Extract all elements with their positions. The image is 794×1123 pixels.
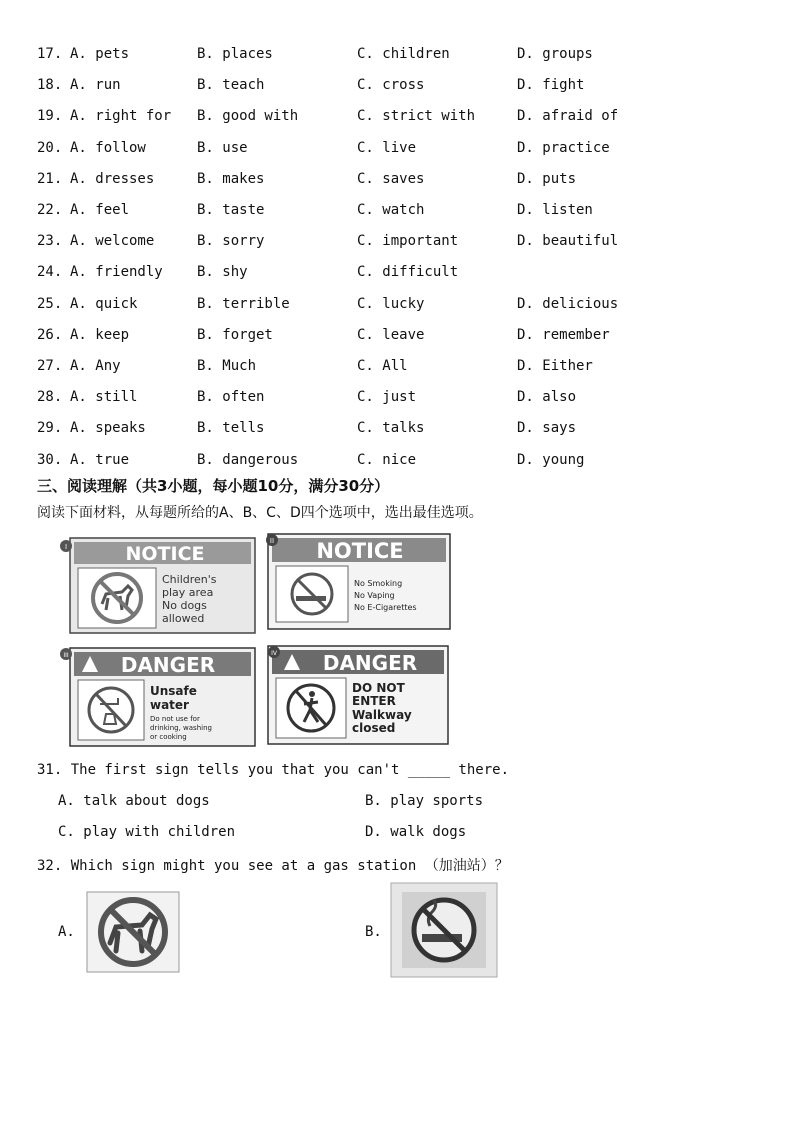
option-c[interactable]: C. cross	[357, 77, 425, 94]
q31-option-b[interactable]: B. play sports	[365, 793, 484, 809]
option-c[interactable]: C. leave	[357, 326, 425, 343]
option-d[interactable]: D. says	[517, 420, 577, 437]
question-number: 19.	[37, 108, 63, 125]
signs-illustration	[60, 532, 460, 752]
question-number: 22.	[37, 202, 63, 218]
sign-2	[266, 534, 450, 629]
option-a[interactable]: A. welcome	[70, 233, 155, 250]
question-32: 32. Which sign might you see at a gas station （加油站）？	[37, 858, 509, 874]
option-a[interactable]: A. keep	[70, 326, 130, 343]
question-number: 29.	[37, 420, 63, 437]
option-a[interactable]: A. quick	[70, 295, 138, 312]
option-c[interactable]: C. just	[357, 389, 417, 406]
option-d[interactable]: D. beautiful	[517, 233, 619, 250]
question-lead	[37, 325, 62, 345]
no-dogs-icon[interactable]	[86, 891, 180, 973]
svg-text:No dogs: No dogs	[162, 599, 207, 612]
svg-text:Unsafe: Unsafe	[150, 684, 197, 698]
section-heading: 三、阅读理解（共3小题，每小题10分，满分30分）	[37, 477, 390, 495]
option-d[interactable]: D. delicious	[517, 295, 619, 312]
option-b[interactable]: B. taste	[197, 202, 265, 218]
option-a[interactable]: A. pets	[70, 46, 130, 62]
svg-text:No E-Cigarettes: No E-Cigarettes	[354, 603, 417, 612]
option-b[interactable]: B. often	[197, 389, 265, 406]
option-c[interactable]: C. watch	[357, 202, 425, 218]
option-b[interactable]: B. places	[197, 46, 273, 62]
option-a[interactable]: A. Any	[70, 358, 121, 374]
svg-text:Walkway: Walkway	[352, 708, 412, 722]
option-b[interactable]: B. forget	[197, 326, 273, 343]
question-number: 28.	[37, 389, 63, 406]
svg-text:allowed: allowed	[162, 612, 205, 625]
option-c[interactable]: C. important	[357, 233, 459, 250]
option-d[interactable]: D. fight	[517, 77, 585, 94]
question-number: 30.	[37, 451, 63, 468]
option-b[interactable]: B. sorry	[197, 233, 265, 250]
sign-4-badge: IV	[271, 650, 277, 657]
svg-text:drinking, washing: drinking, washing	[150, 724, 212, 732]
question-lead	[37, 200, 62, 220]
option-a[interactable]: A. follow	[70, 139, 146, 156]
q31-option-d[interactable]: D. walk dogs	[365, 824, 467, 840]
option-d[interactable]: D. practice	[517, 139, 610, 156]
option-b[interactable]: B. dangerous	[197, 451, 299, 468]
question-lead	[37, 138, 62, 158]
option-d[interactable]: D. also	[517, 389, 577, 406]
question-lead	[37, 450, 62, 470]
sign-1-badge: I	[64, 543, 68, 551]
question-lead	[37, 169, 62, 189]
option-b[interactable]: B. good with	[197, 108, 299, 125]
question-lead	[37, 44, 62, 64]
question-lead	[37, 262, 62, 282]
question-lead	[37, 106, 62, 126]
option-c[interactable]: C. talks	[357, 420, 425, 437]
svg-text:water: water	[150, 698, 189, 712]
option-a[interactable]: A. feel	[70, 202, 130, 218]
q32-option-a-label[interactable]: A.	[58, 924, 75, 940]
sign-1	[60, 538, 255, 633]
option-a[interactable]: A. right for	[70, 108, 172, 125]
option-c[interactable]: C. nice	[357, 451, 417, 468]
sign-3-badge: III	[63, 652, 69, 659]
question-lead	[37, 294, 62, 314]
question-number: 27.	[37, 358, 63, 374]
question-lead	[37, 75, 62, 95]
option-a[interactable]: A. run	[70, 77, 121, 94]
option-b[interactable]: B. makes	[197, 170, 265, 187]
option-c[interactable]: C. live	[357, 139, 417, 156]
option-c[interactable]: C. All	[357, 358, 408, 374]
option-b[interactable]: B. Much	[197, 358, 257, 374]
question-number: 18.	[37, 77, 63, 94]
option-b[interactable]: B. shy	[197, 264, 248, 281]
question-31: 31. The first sign tells you that you can't _____ there.	[37, 762, 510, 778]
option-a[interactable]: A. still	[70, 389, 138, 406]
option-d[interactable]: D. remember	[517, 326, 610, 343]
option-d[interactable]: D. puts	[517, 170, 577, 187]
svg-text:Do not use for: Do not use for	[150, 715, 200, 723]
svg-text:DO NOT: DO NOT	[352, 681, 405, 695]
question-lead	[37, 231, 62, 251]
q31-option-c[interactable]: C. play with children	[58, 824, 236, 840]
svg-text:or cooking: or cooking	[150, 733, 187, 741]
option-a[interactable]: A. dresses	[70, 170, 155, 187]
svg-text:Children's: Children's	[162, 573, 217, 586]
option-c[interactable]: C. difficult	[357, 264, 459, 281]
question-number: 24.	[37, 264, 63, 281]
svg-text:No Vaping: No Vaping	[354, 591, 395, 600]
option-b[interactable]: B. terrible	[197, 295, 290, 312]
option-a[interactable]: A. true	[70, 451, 130, 468]
q31-option-a[interactable]: A. talk about dogs	[58, 793, 210, 809]
svg-text:No Smoking: No Smoking	[354, 579, 403, 588]
option-d[interactable]: D. groups	[517, 46, 593, 62]
question-lead	[37, 418, 62, 438]
option-b[interactable]: B. teach	[197, 77, 265, 94]
section-instruction: 阅读下面材料，从每题所给的A、B、C、D四个选项中，选出最佳选项。	[37, 505, 483, 521]
option-b[interactable]: B. tells	[197, 420, 265, 437]
option-c[interactable]: C. strict with	[357, 108, 476, 125]
question-number: 20.	[37, 139, 63, 156]
sign-1-title: NOTICE	[125, 543, 205, 565]
option-d[interactable]: D. Either	[517, 358, 593, 374]
sign-2-title: NOTICE	[316, 539, 404, 563]
option-a[interactable]: A. friendly	[70, 264, 163, 281]
sign-4-title: DANGER	[322, 651, 418, 675]
no-smoking-icon[interactable]	[390, 882, 498, 978]
question-lead	[37, 356, 62, 376]
svg-text:ENTER: ENTER	[352, 694, 396, 708]
option-c[interactable]: C. saves	[357, 170, 425, 187]
question-number: 21.	[37, 170, 63, 187]
option-d[interactable]: D. listen	[517, 202, 593, 218]
svg-text:closed: closed	[352, 721, 396, 735]
sign-4	[268, 646, 448, 744]
option-d[interactable]: D. afraid of	[517, 108, 619, 125]
sign-3	[60, 648, 255, 746]
option-a[interactable]: A. speaks	[70, 420, 146, 437]
option-c[interactable]: C. children	[357, 46, 450, 62]
option-b[interactable]: B. use	[197, 139, 248, 156]
question-number: 26.	[37, 326, 63, 343]
question-number: 23.	[37, 233, 63, 250]
option-d[interactable]: D. young	[517, 451, 585, 468]
question-lead	[37, 387, 62, 407]
sign-2-badge: II	[269, 537, 275, 545]
svg-text:play area: play area	[162, 586, 214, 599]
sign-3-title: DANGER	[120, 653, 216, 677]
q32-option-b-label[interactable]: B.	[365, 924, 382, 940]
question-number: 17.	[37, 46, 63, 62]
option-c[interactable]: C. lucky	[357, 295, 425, 312]
question-number: 25.	[37, 295, 63, 312]
